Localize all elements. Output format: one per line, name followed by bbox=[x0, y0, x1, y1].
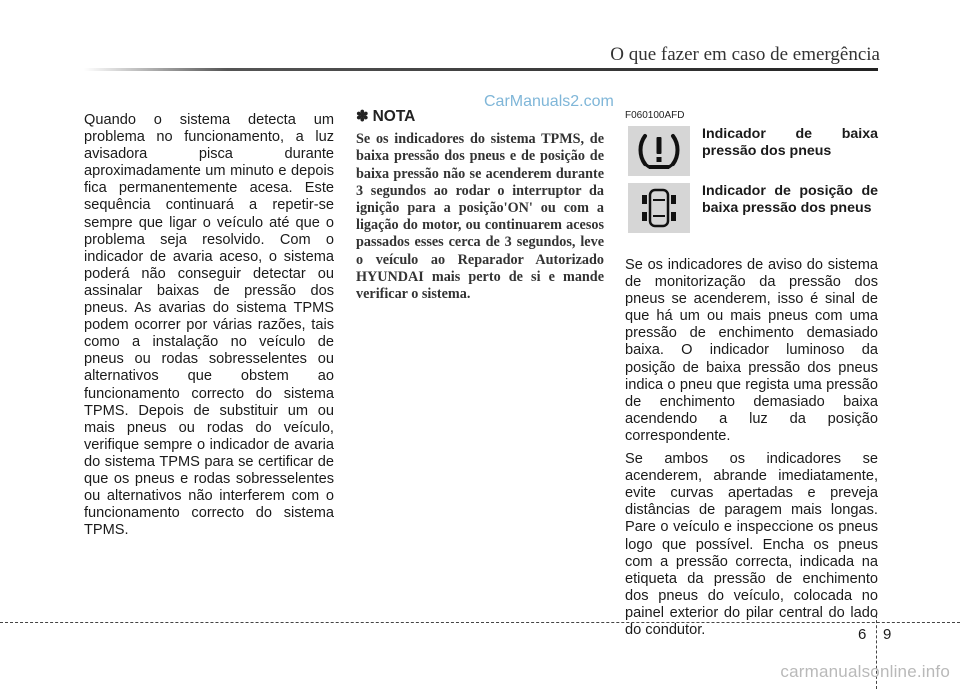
indicator-row-low-pressure bbox=[628, 126, 878, 176]
note-star-icon: ✽ bbox=[356, 108, 369, 126]
indicator-row-position bbox=[628, 183, 878, 233]
top-watermark: CarManuals2.com bbox=[484, 93, 614, 110]
footer-rule bbox=[0, 622, 960, 623]
indicator-label: Indicador de baixa pressão dos pneus bbox=[702, 126, 878, 159]
header-rule bbox=[84, 68, 878, 71]
page-number: 9 bbox=[883, 626, 892, 643]
left-column bbox=[84, 112, 334, 539]
footer-watermark: carmanualsonline.info bbox=[780, 662, 950, 681]
note-box bbox=[356, 108, 604, 303]
note-text: Se os indicadores do sistema TPMS, de baixa pressão dos pneus e de posição de baixa pressão não se acenderem durante 3 segundos ao rodar o interruptor da ignição para a posição'ON' ou com a ligação do motor, ou continuarem acesos passados esses cerca de 3 segundos, leve o veículo ao Reparador Autorizado HYUNDAI mais perto de si e mande verificar o sistema. bbox=[356, 131, 604, 302]
tire-position-icon bbox=[628, 183, 690, 233]
right-paragraph: Se ambos os indicadores se acenderem, abrande imediatamente, evite curvas apertadas e preveja distâncias de paragem mais longas. Pare o veículo e inspeccione os pneus logo que possível. Encha os pneus com a pressão correcta, indicada na etiqueta da pressão de enchimento dos pneus do veículo, colocada no painel exterior do pilar central do lado do condutor. bbox=[625, 451, 878, 638]
chapter-number: 6 bbox=[858, 626, 867, 643]
left-paragraph: Quando o sistema detecta um problema no funcionamento, a luz avisadora pisca durante aproximadamente um minuto e depois fica permanentemente acesa. Este sequência continuará a repetir-se sempre que ligar o veículo até que o problema seja resolvido. Com o indicador de avaria aceso, o sistema poderá não conseguir detectar ou assinalar baixas de pressão dos pneus. As avarias do sistema TPMS podem ocorrer por várias razões, tais como a instalação no veículo de pneus ou rodas sobresselentes ou alternativos que obstem ao funcionamento correcto do sistema TPMS. Depois de substituir um ou mais pneus ou rodas do veículo, verifique sempre o indicador de avaria do sistema TPMS para se certificar de que os pneus e rodas sobresselentes ou alternativos não interferem com o funcionamento correcto do sistema TPMS. bbox=[84, 112, 334, 539]
indicator-label: Indicador de posição de baixa pressão dos pneus bbox=[702, 183, 878, 216]
note-heading-label: NOTA bbox=[372, 108, 416, 125]
low-tire-pressure-icon bbox=[628, 126, 690, 176]
figure-code: F060100AFD bbox=[625, 110, 685, 121]
right-column bbox=[625, 257, 878, 639]
section-title: O que fazer em caso de emergência bbox=[610, 44, 880, 65]
note-heading bbox=[356, 108, 604, 125]
right-paragraph: Se os indicadores de aviso do sistema de monitorização da pressão dos pneus se acenderem, isso é sinal de que há um ou mais pneus com uma pressão de enchimento demasiado baixa. O indicador luminoso da posição de baixa pressão dos pneus indica o pneu que regista uma pressão de enchimento demasiado baixa acendendo a luz da posição correspondente. bbox=[625, 257, 878, 444]
